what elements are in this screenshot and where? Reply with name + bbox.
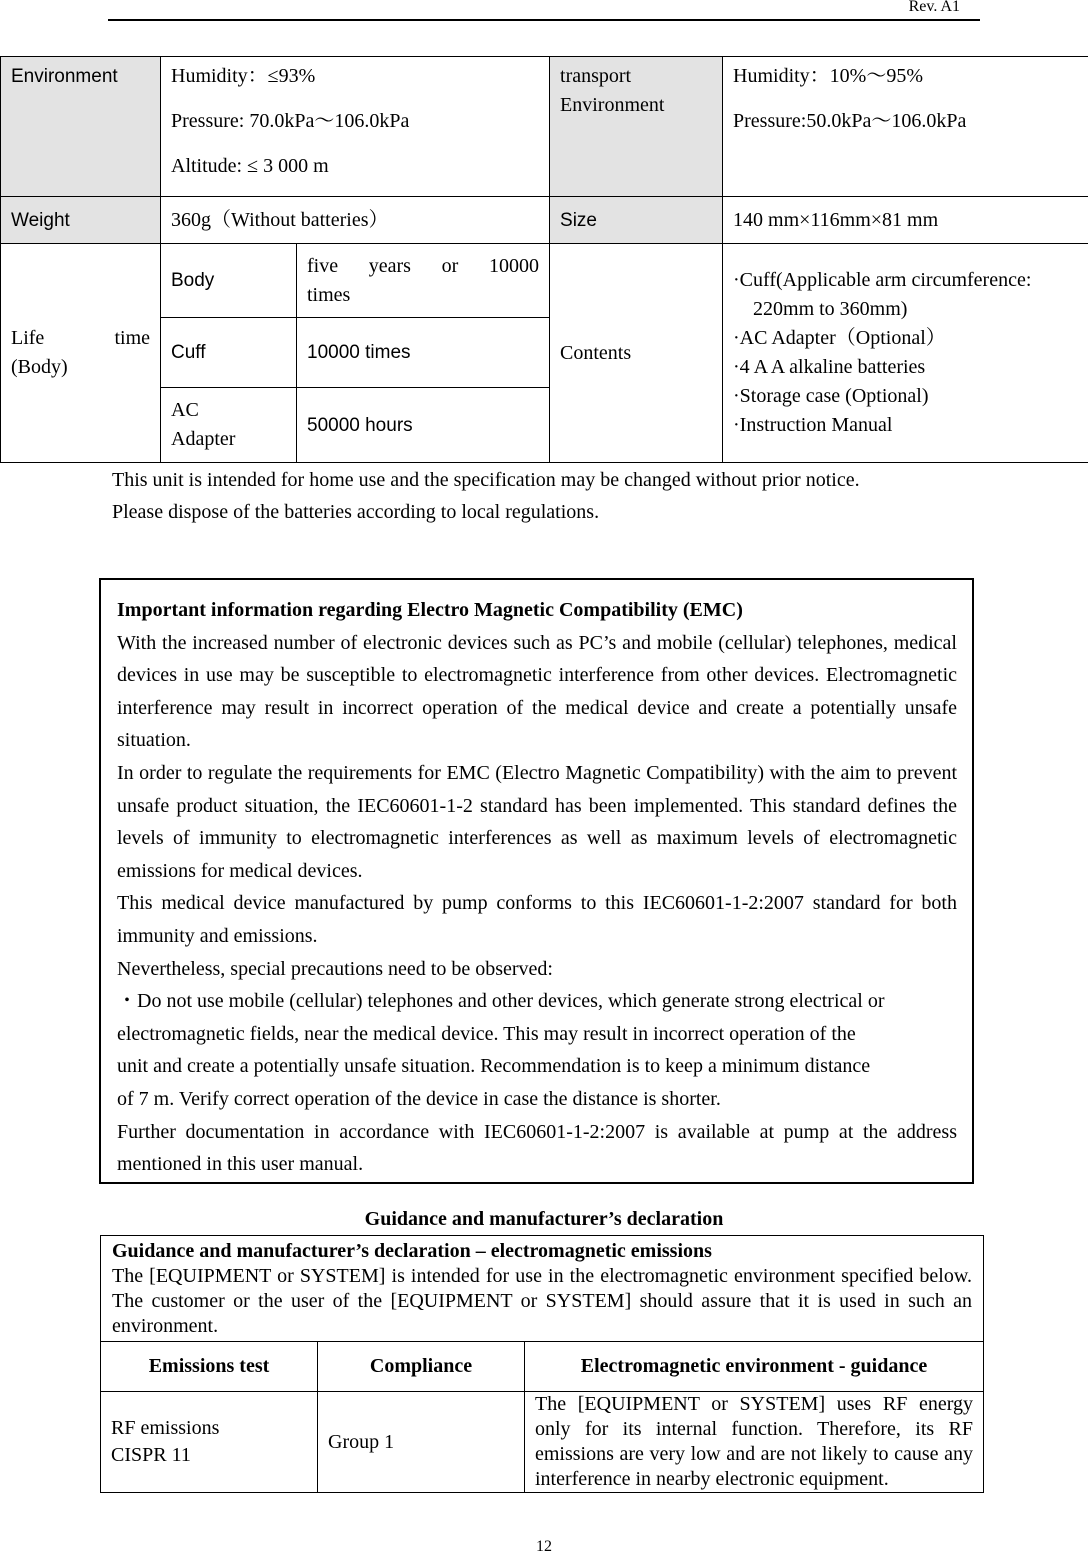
contents-list [723, 244, 1088, 463]
emc-bullet-line: unit and create a potentially unsafe situation. Recommendation is to keep a minimum distance [117, 1055, 871, 1078]
column-header-guidance: Electromagnetic environment - guidance [525, 1342, 984, 1392]
emc-info-box [99, 578, 974, 1184]
contents-label-cell: Contents [550, 244, 723, 463]
contents-item: 220mm to 360mm) [753, 298, 908, 320]
life-label-cell: Life time (Body) [1, 244, 161, 463]
table-row [101, 1392, 984, 1493]
transport-label-cell: transport Environment [550, 57, 723, 197]
life-part-adapter: AC Adapter [161, 388, 297, 463]
emissions-table [100, 1235, 984, 1493]
contents-item: ·Cuff(Applicable arm circumference: [733, 269, 1032, 291]
emissions-test-cell: RF emissions CISPR 11 [101, 1392, 318, 1493]
size-value: 140 mm×116mm×81 mm [723, 197, 1088, 244]
contents-item: ·AC Adapter（Optional） [733, 327, 946, 349]
size-label-cell: Size [550, 197, 723, 244]
battery-disposal-note: Please dispose of the batteries according to local regulations. [112, 501, 600, 523]
revision-label: Rev. A1 [908, 0, 960, 15]
guidance-cell: The [EQUIPMENT or SYSTEM] uses RF energy only for its internal function. Therefore, its RF emissions are very low and are not likely to cause any interference in nearby electronic equipment. [525, 1392, 984, 1493]
transport-humidity: Humidity：10%～95% [733, 65, 924, 87]
life-part-cuff: Cuff [161, 318, 297, 388]
emc-paragraph: With the increased number of electronic devices such as PC’s and mobile (cellular) telephones, medical devices in use may be susceptible to electromagnetic interference from other devices. Electromagnetic interference may result in incorrect operation of the medical device and create a potentially unsafe situation. [117, 631, 957, 752]
column-header-compliance: Compliance [318, 1342, 525, 1392]
life-value-cuff: 10000 times [297, 318, 550, 388]
emc-bullet-line: ・Do not use mobile (cellular) telephones and other devices, which generate strong electrical or [117, 990, 885, 1013]
compliance-cell: Group 1 [318, 1392, 525, 1493]
header-divider [108, 19, 980, 21]
guidance-section-title: Guidance and manufacturer’s declaration [364, 1208, 724, 1230]
environment-values-cell [161, 57, 550, 197]
emc-bullet-line: of 7 m. Verify correct operation of the device in case the distance is shorter. [117, 1087, 721, 1110]
spec-notice: This unit is intended for home use and the specification may be changed without prior notice. [112, 469, 860, 491]
contents-item: ·4 A A alkaline batteries [733, 356, 926, 378]
weight-value: 360g（Without batteries） [161, 197, 550, 244]
life-part-body: Body [161, 244, 297, 318]
environment-label-cell: Environment [1, 57, 161, 197]
emc-paragraph: Nevertheless, special precautions need to be observed: [117, 957, 553, 980]
emc-paragraph: In order to regulate the requirements for EMC (Electro Magnetic Compatibility) with the aim to prevent unsafe product situation, the IEC60601-1-2 standard has been implemented. This standard defines the levels of immunity to electromagnetic interferences as well as maximum levels of electromagnetic emissions for medical devices. [117, 761, 957, 882]
environment-pressure: Pressure: 70.0kPa～106.0kPa [171, 110, 410, 132]
weight-label-cell: Weight [1, 197, 161, 244]
contents-item: ·Instruction Manual [733, 414, 893, 436]
environment-altitude: Altitude: ≤ 3 000 m [171, 155, 329, 177]
emissions-intro-text: The [EQUIPMENT or SYSTEM] is intended for use in the electromagnetic environment specified below. The customer or the user of the [EQUIPMENT or SYSTEM] should assure that it is used in such an environment. [112, 1265, 973, 1337]
emc-paragraph: This medical device manufactured by pump conforms to this IEC60601-1-2:2007 standard for both immunity and emissions. [117, 892, 957, 947]
emissions-intro [101, 1236, 984, 1342]
life-value-body: five years or 10000 times [297, 244, 550, 318]
page-number: 12 [536, 1538, 552, 1554]
emc-title: Important information regarding Electro Magnetic Compatibility (EMC) [117, 599, 743, 621]
transport-values-cell [723, 57, 1088, 197]
life-value-adapter: 50000 hours [297, 388, 550, 463]
transport-pressure: Pressure:50.0kPa～106.0kPa [733, 110, 967, 132]
emc-further-documentation: Further documentation in accordance with IEC60601-1-2:2007 is available at pump at the address mentioned in this user manual. [117, 1120, 957, 1176]
specification-table [0, 56, 1088, 463]
emissions-table-title: Guidance and manufacturer’s declaration – electromagnetic emissions [112, 1240, 712, 1262]
environment-humidity: Humidity：≤93% [171, 65, 316, 87]
emc-bullet-line: electromagnetic fields, near the medical device. This may result in incorrect operation of the [117, 1022, 856, 1045]
contents-item: ·Storage case (Optional) [733, 385, 929, 407]
column-header-emissions-test: Emissions test [101, 1342, 318, 1392]
